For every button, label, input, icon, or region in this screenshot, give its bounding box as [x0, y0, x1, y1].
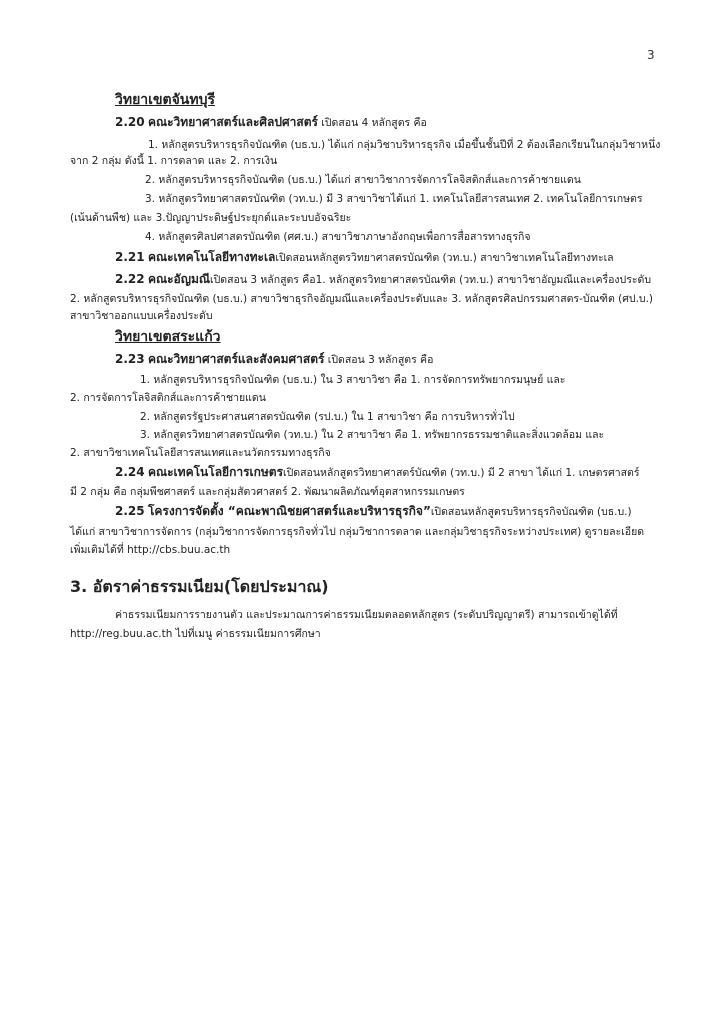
faculty-name: คณะวิทยาศาสตร์และสังคมศาสตร์ [147, 352, 325, 366]
program-item: 3. หลักสูตรวิทยาศาสตรบัณฑิต (วท.บ.) มี 3 สาขาวิชาได้แก่ 1. เทคโนโลยีสารสนเทศ 2. เทคโนโลยีการเกษตร [145, 193, 643, 205]
faculty-2-22 [115, 272, 651, 287]
program-item-cont: (เน้นด้านพืช) และ 3.ปัญญาประดิษฐ์ประยุกต์และระบบอัจฉริยะ [70, 212, 352, 224]
faculty-desc: เปิดสอนหลักสูตรวิทยาศาสตรบัณฑิต (วท.บ.) สาขาวิชาเทคโนโลยีทางทะเล [275, 252, 614, 264]
faculty-desc: เปิดสอน 4 หลักสูตร คือ [317, 117, 427, 129]
faculty-desc: เปิดสอนหลักสูตรบริหารธุรกิจบัณฑิต (บธ.บ.) [430, 506, 632, 518]
program-item-cont: 2. การจัดการโลจิสติกส์และการค้าชายแดน [70, 392, 266, 404]
faculty-2-23 [115, 352, 433, 367]
faculty-2-25 [115, 504, 632, 519]
fee-paragraph: ค่าธรรมเนียมการรายงานตัว และประมาณการค่าธรรมเนียมตลอดหลักสูตร (ระดับปริญญาตรี) สามารถเข้าดูได้ที่ [115, 609, 618, 621]
faculty-name: โครงการจัดตั้ง “คณะพาณิชยศาสตร์และบริหารธุรกิจ” [147, 504, 431, 518]
program-item: 2. หลักสูตรรัฐประศาสนศาสตรบัณฑิต (รป.บ.) ใน 1 สาขาวิชา คือ การบริหารทั่วไป [140, 411, 515, 423]
program-item-cont: จาก 2 กลุ่ม ดังนี้ 1. การตลาด และ 2. การเงิน [70, 155, 278, 167]
faculty-number: 2.23 [115, 352, 145, 366]
fee-paragraph-cont: http://reg.buu.ac.th ไปที่เมนู ค่าธรรมเนียมการศึกษา [70, 628, 321, 640]
section-3-heading: 3. อัตราค่าธรรมเนียม(โดยประมาณ) [70, 577, 329, 596]
faculty-number: 2.21 [115, 250, 145, 264]
program-item-cont: 2. สาขาวิชาเทคโนโลยีสารสนเทศและนวัตกรรมทางธุรกิจ [70, 447, 331, 459]
faculty-desc: เปิดสอนหลักสูตรวิทยาศาสตร์บัณฑิต (วท.บ.) มี 2 สาขา ได้แก่ 1. เกษตรศาสตร์ [283, 467, 640, 479]
faculty-link-line: เพิ่มเติมได้ที่ http://cbs.buu.ac.th [70, 544, 231, 556]
faculty-desc-cont: ได้แก่ สาขาวิชาการจัดการ (กลุ่มวิชาการจัดการธุรกิจทั่วไป กลุ่มวิชาการตลาด และกลุ่มวิชาธุรกิจระหว่างประเทศ) ดูรายละเอียด [70, 526, 645, 538]
faculty-desc-cont: มี 2 กลุ่ม คือ กลุ่มพืชศาสตร์ และกลุ่มสัตวศาสตร์ 2. พัฒนาผลิตภัณฑ์อุตสาหกรรมเกษตร [70, 486, 465, 498]
program-item: 4. หลักสูตรศิลปศาสตรบัณฑิต (ศศ.บ.) สาขาวิชาภาษาอังกฤษเพื่อการสื่อสารทางธุรกิจ [145, 231, 531, 243]
faculty-number: 2.20 [115, 115, 145, 129]
faculty-name: คณะอัญมณี [147, 272, 211, 286]
faculty-2-20 [115, 115, 427, 130]
faculty-desc-cont: สาขาวิชาออกแบบเครื่องประดับ [70, 310, 213, 322]
faculty-desc: เปิดสอน 3 หลักสูตร คือ1. หลักสูตรวิทยาศาสตรบัณฑิต (วท.บ.) สาขาวิชาอัญมณีและเครื่องประดับ [210, 274, 651, 286]
faculty-number: 2.24 [115, 465, 145, 479]
program-item: 3. หลักสูตรวิทยาศาสตรบัณฑิต (วท.บ.) ใน 2 สาขาวิชา คือ 1. ทรัพยากรธรรมชาติและสิ่งแวดล้อม และ [140, 429, 605, 441]
page-number: 3 [647, 48, 655, 62]
campus-heading-sakaeo: วิทยาเขตสระแก้ว [115, 329, 221, 345]
faculty-name: คณะวิทยาศาสตร์และศิลปศาสตร์ [147, 115, 318, 129]
campus-heading-chanthaburi: วิทยาเขตจันทบุรี [115, 92, 216, 108]
faculty-number: 2.25 [115, 504, 145, 518]
faculty-name: คณะเทคโนโลยีการเกษตร [147, 465, 284, 479]
program-item: 2. หลักสูตรบริหารธุรกิจบัณฑิต (บธ.บ.) ได้แก่ สาขาวิชาการจัดการโลจิสติกส์และการค้าชายแดน [145, 174, 581, 186]
faculty-2-24 [115, 465, 640, 480]
faculty-desc: เปิดสอน 3 หลักสูตร คือ [324, 354, 434, 366]
program-item: 1. หลักสูตรบริหารธุรกิจบัณฑิต (บธ.บ.) ได้แก่ กลุ่มวิชาบริหารธุรกิจ เมื่อขึ้นชั้นปีที่ 2 ต้องเลือกเรียนในกลุ่มวิชาหนึ่ง [148, 139, 661, 151]
faculty-desc-cont: 2. หลักสูตรบริหารธุรกิจบัณฑิต (บธ.บ.) สาขาวิชาธุรกิจอัญมณีและเครื่องประดับและ 3. หลักสูตรศิลปกรรมศาสตร-บัณฑิต (ศป.บ.) [70, 293, 654, 305]
faculty-2-21 [115, 250, 614, 265]
faculty-number: 2.22 [115, 272, 145, 286]
program-item: 1. หลักสูตรบริหารธุรกิจบัณฑิต (บธ.บ.) ใน 3 สาขาวิชา คือ 1. การจัดการทรัพยากรมนุษย์ และ [140, 374, 566, 386]
faculty-name: คณะเทคโนโลยีทางทะเล [147, 250, 276, 264]
